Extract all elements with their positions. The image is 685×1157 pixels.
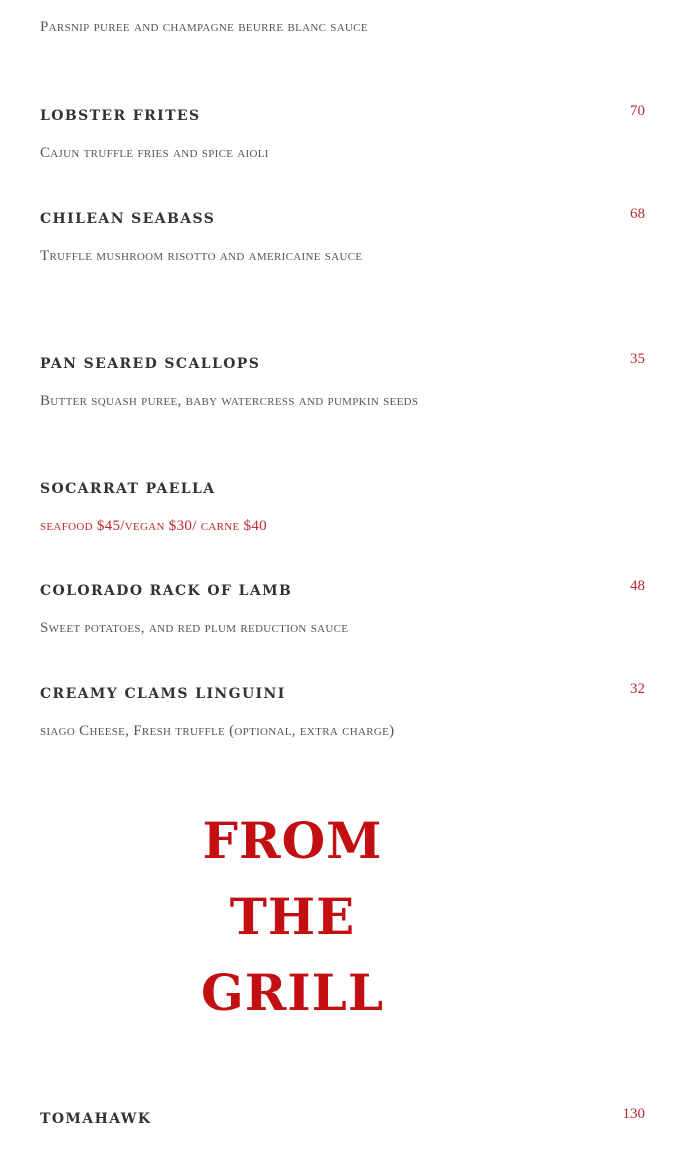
item-description: Butter squash puree, baby watercress and pumpkin seeds [40,393,419,409]
item-name: TOMAHAWK [40,1111,152,1127]
item-price: 35 [630,351,645,367]
item-name: LOBSTER FRITES [40,108,201,124]
item-description: siago Cheese, Fresh truffle (optional, extra charge) [40,723,395,739]
item-price: 68 [630,206,645,222]
item-price: 48 [630,578,645,594]
item-price: 130 [622,1106,645,1122]
item-name: COLORADO RACK OF LAMB [40,583,293,599]
section-heading-from-the-grill [140,803,445,1031]
heading-line: GRILL [201,963,384,1022]
item-name: CHILEAN SEABASS [40,211,216,227]
item-description: Sweet potatoes, and red plum reduction sauce [40,620,349,636]
item-description: Cajun truffle fries and spice aioli [40,145,269,161]
item-name: SOCARRAT PAELLA [40,481,216,497]
heading-line: THE [229,887,356,946]
item-description: Truffle mushroom risotto and americaine sauce [40,248,363,264]
item-name: CREAMY CLAMS LINGUINI [40,686,286,702]
item-price: 70 [630,103,645,119]
item-price: 32 [630,681,645,697]
heading-line: FROM [202,811,383,870]
item-name: PAN SEARED SCALLOPS [40,356,261,372]
item-description: seafood $45/vegan $30/ carne $40 [40,518,267,534]
item-description: Parsnip puree and champagne beurre blanc sauce [40,19,368,35]
